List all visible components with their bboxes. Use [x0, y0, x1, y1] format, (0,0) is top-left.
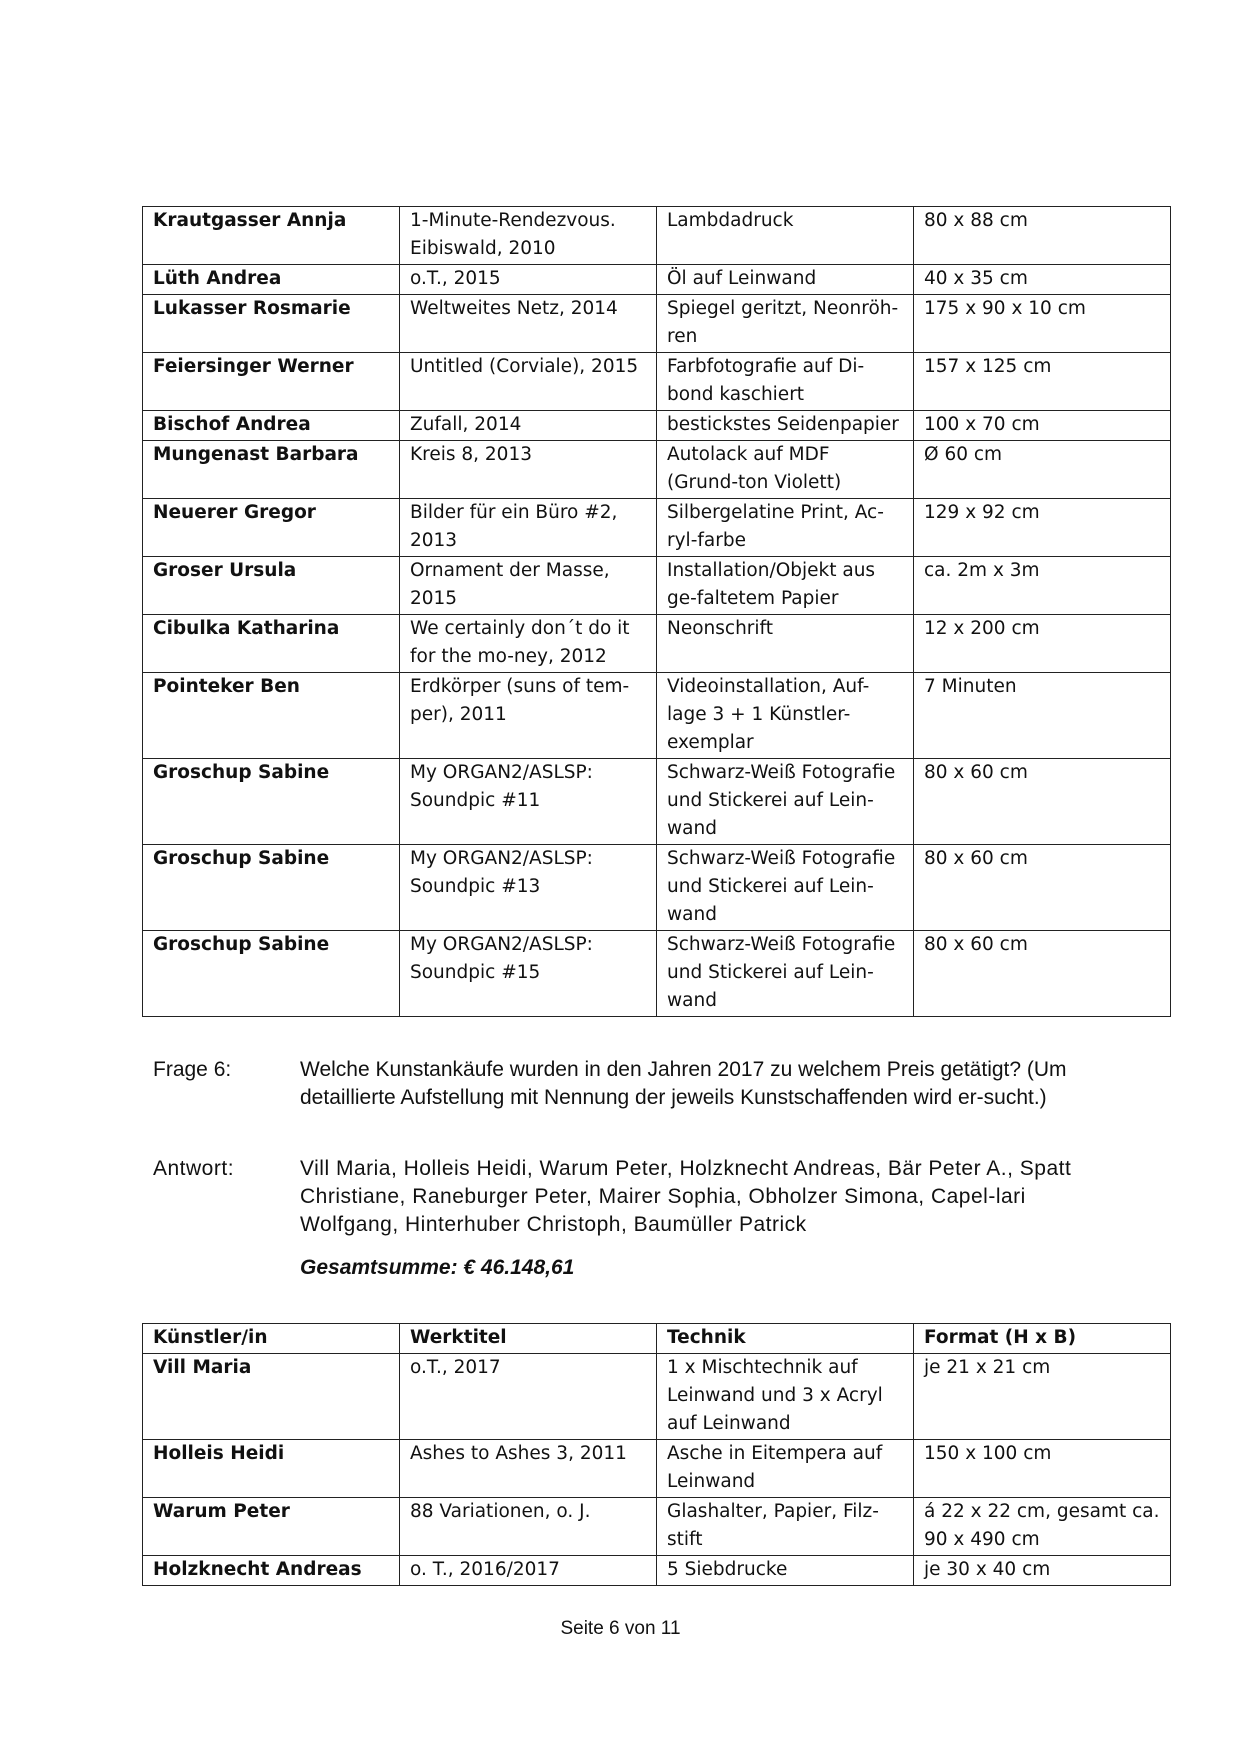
artist-cell: Lüth Andrea	[143, 265, 400, 295]
format-cell: 150 x 100 cm	[914, 1440, 1171, 1498]
artist-cell: Vill Maria	[143, 1354, 400, 1440]
table-row	[143, 759, 1171, 845]
artist-cell: Lukasser Rosmarie	[143, 295, 400, 353]
title-cell: Untitled (Corviale), 2015	[400, 353, 657, 411]
title-cell: Zufall, 2014	[400, 411, 657, 441]
table-row	[143, 557, 1171, 615]
format-cell: je 30 x 40 cm	[914, 1556, 1171, 1586]
technique-cell: 1 x Mischtechnik auf Leinwand und 3 x Acryl auf Leinwand	[657, 1354, 914, 1440]
format-cell: 175 x 90 x 10 cm	[914, 295, 1171, 353]
title-cell: 88 Variationen, o. J.	[400, 1498, 657, 1556]
table-row	[143, 673, 1171, 759]
table-row	[143, 845, 1171, 931]
table-row	[143, 1440, 1171, 1498]
technique-cell: Öl auf Leinwand	[657, 265, 914, 295]
title-cell: Erdkörper (suns of tem-per), 2011	[400, 673, 657, 759]
technique-cell: Installation/Objekt aus ge-faltetem Papier	[657, 557, 914, 615]
format-cell: 80 x 88 cm	[914, 207, 1171, 265]
technique-cell: 5 Siebdrucke	[657, 1556, 914, 1586]
format-cell: ca. 2m x 3m	[914, 557, 1171, 615]
table-row	[143, 265, 1171, 295]
artist-cell: Holzknecht Andreas	[143, 1556, 400, 1586]
format-cell: je 21 x 21 cm	[914, 1354, 1171, 1440]
technique-cell: Videoinstallation, Auf-lage 3 + 1 Künstler-exemplar	[657, 673, 914, 759]
technique-cell: Schwarz-Weiß Fotografie und Stickerei auf Lein-wand	[657, 759, 914, 845]
artist-cell: Holleis Heidi	[143, 1440, 400, 1498]
title-cell: My ORGAN2/ASLSP: Soundpic #11	[400, 759, 657, 845]
table-row	[143, 441, 1171, 499]
format-cell: 7 Minuten	[914, 673, 1171, 759]
technique-cell: Neonschrift	[657, 615, 914, 673]
title-cell: Bilder für ein Büro #2, 2013	[400, 499, 657, 557]
answer-label: Antwort:	[153, 1157, 235, 1180]
question-label: Frage 6:	[153, 1058, 232, 1081]
format-cell: á 22 x 22 cm, gesamt ca. 90 x 490 cm	[914, 1498, 1171, 1556]
table-row	[143, 1556, 1171, 1586]
technique-cell: Asche in Eitempera auf Leinwand	[657, 1440, 914, 1498]
artist-cell: Warum Peter	[143, 1498, 400, 1556]
technique-cell: bestickstes Seidenpapier	[657, 411, 914, 441]
technique-cell: Schwarz-Weiß Fotografie und Stickerei auf Lein-wand	[657, 931, 914, 1017]
format-cell: 157 x 125 cm	[914, 353, 1171, 411]
artist-cell: Groschup Sabine	[143, 759, 400, 845]
technique-cell: Spiegel geritzt, Neonröh-ren	[657, 295, 914, 353]
technique-cell: Silbergelatine Print, Ac-ryl-farbe	[657, 499, 914, 557]
artworks-table-continued	[142, 206, 1171, 1017]
title-cell: Ashes to Ashes 3, 2011	[400, 1440, 657, 1498]
format-cell: Ø 60 cm	[914, 441, 1171, 499]
title-cell: Ornament der Masse, 2015	[400, 557, 657, 615]
column-header-title: Werktitel	[400, 1324, 657, 1354]
artist-cell: Feiersinger Werner	[143, 353, 400, 411]
table-row	[143, 295, 1171, 353]
table-row	[143, 615, 1171, 673]
title-cell: Kreis 8, 2013	[400, 441, 657, 499]
column-header-format: Format (H x B)	[914, 1324, 1171, 1354]
format-cell: 80 x 60 cm	[914, 931, 1171, 1017]
technique-cell: Glashalter, Papier, Filz-stift	[657, 1498, 914, 1556]
technique-cell: Lambdadruck	[657, 207, 914, 265]
artist-cell: Bischof Andrea	[143, 411, 400, 441]
column-header-technique: Technik	[657, 1324, 914, 1354]
column-header-artist: Künstler/in	[143, 1324, 400, 1354]
artist-cell: Groschup Sabine	[143, 845, 400, 931]
technique-cell: Schwarz-Weiß Fotografie und Stickerei auf Lein-wand	[657, 845, 914, 931]
table-header-row	[143, 1324, 1171, 1354]
title-cell: My ORGAN2/ASLSP: Soundpic #13	[400, 845, 657, 931]
title-cell: 1-Minute-Rendezvous. Eibiswald, 2010	[400, 207, 657, 265]
table-row	[143, 411, 1171, 441]
artist-cell: Mungenast Barbara	[143, 441, 400, 499]
table-row	[143, 353, 1171, 411]
table-row	[143, 207, 1171, 265]
table-row	[143, 1498, 1171, 1556]
artist-cell: Groschup Sabine	[143, 931, 400, 1017]
artist-cell: Krautgasser Annja	[143, 207, 400, 265]
format-cell: 12 x 200 cm	[914, 615, 1171, 673]
title-cell: o. T., 2016/2017	[400, 1556, 657, 1586]
table-row	[143, 931, 1171, 1017]
technique-cell: Farbfotografie auf Di-bond kaschiert	[657, 353, 914, 411]
art-purchases-2017-table	[142, 1323, 1171, 1586]
artist-cell: Cibulka Katharina	[143, 615, 400, 673]
table-row	[143, 499, 1171, 557]
page-number: Seite 6 von 11	[560, 1618, 681, 1639]
format-cell: 80 x 60 cm	[914, 759, 1171, 845]
title-cell: o.T., 2015	[400, 265, 657, 295]
artist-cell: Pointeker Ben	[143, 673, 400, 759]
format-cell: 100 x 70 cm	[914, 411, 1171, 441]
question-text: Welche Kunstankäufe wurden in den Jahren 2017 zu welchem Preis getätigt? (Um detaillierte Aufstellung mit Nennung der jeweils Kunstschaffenden wird er-sucht.)	[300, 1058, 1067, 1109]
format-cell: 80 x 60 cm	[914, 845, 1171, 931]
title-cell: o.T., 2017	[400, 1354, 657, 1440]
artist-cell: Groser Ursula	[143, 557, 400, 615]
total-sum: Gesamtsumme: € 46.148,61	[300, 1256, 575, 1279]
answer-text: Vill Maria, Holleis Heidi, Warum Peter, Holzknecht Andreas, Bär Peter A., Spatt Christiane, Raneburger Peter, Mairer Sophia, Obholzer Simona, Capel-lari Wolfgang, Hinterhuber Christoph, Baumüller Patrick	[300, 1157, 1072, 1236]
table-row	[143, 1354, 1171, 1440]
technique-cell: Autolack auf MDF (Grund-ton Violett)	[657, 441, 914, 499]
title-cell: We certainly don´t do it for the mo-ney, 2012	[400, 615, 657, 673]
format-cell: 40 x 35 cm	[914, 265, 1171, 295]
format-cell: 129 x 92 cm	[914, 499, 1171, 557]
title-cell: My ORGAN2/ASLSP: Soundpic #15	[400, 931, 657, 1017]
title-cell: Weltweites Netz, 2014	[400, 295, 657, 353]
artist-cell: Neuerer Gregor	[143, 499, 400, 557]
